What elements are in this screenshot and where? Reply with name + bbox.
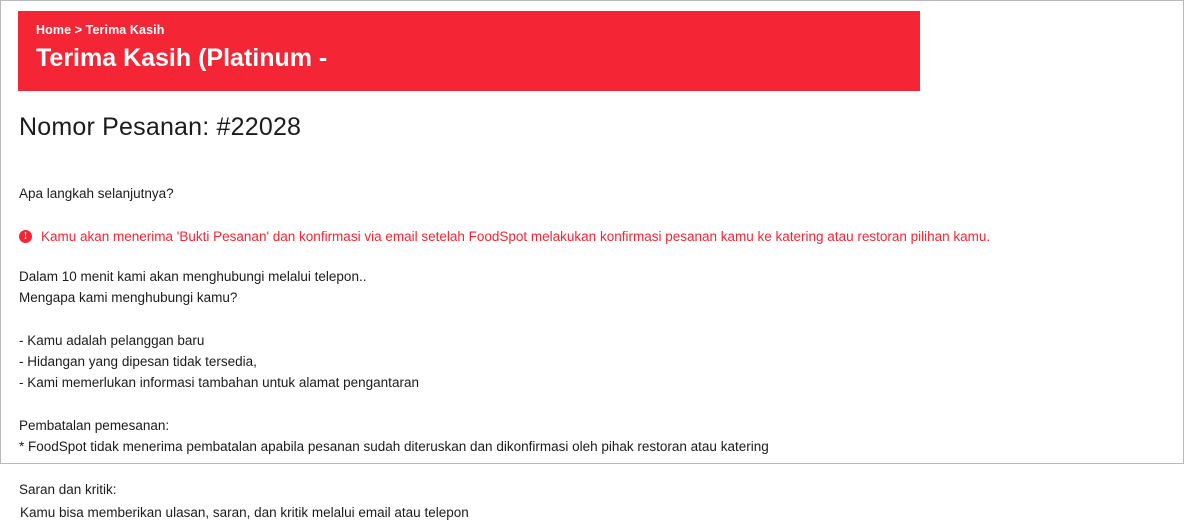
call-info-line-1: Dalam 10 menit kami akan menghubungi melalui telepon.. bbox=[19, 269, 367, 285]
feedback-text: Kamu bisa memberikan ulasan, saran, dan kritik melalui email atau telepon bbox=[20, 504, 469, 520]
notice-text: Kamu akan menerima 'Bukti Pesanan' dan konfirmasi via email setelah FoodSpot melakukan konfirmasi pesanan kamu ke katering atau restoran pilihan kamu. bbox=[41, 228, 991, 244]
breadcrumb[interactable]: Home > Terima Kasih bbox=[36, 23, 165, 37]
page-header-banner bbox=[18, 11, 920, 91]
list-item: - Kami memerlukan informasi tambahan untuk alamat pengantaran bbox=[19, 374, 419, 390]
exclamation-circle-icon: ! bbox=[19, 230, 32, 243]
next-step-question: Apa langkah selanjutnya? bbox=[19, 186, 174, 201]
list-item: - Kamu adalah pelanggan baru bbox=[19, 333, 205, 349]
main-content bbox=[18, 184, 1168, 523]
content-wrapper bbox=[18, 11, 1168, 523]
order-proof-notice bbox=[19, 227, 1149, 247]
reasons-list bbox=[19, 331, 1168, 394]
cancellation-heading: Pembatalan pemesanan: bbox=[19, 417, 170, 433]
call-info-line-2: Mengapa kami menghubungi kamu? bbox=[19, 290, 238, 306]
list-item: - Hidangan yang dipesan tidak tersedia, bbox=[19, 353, 257, 369]
feedback-block bbox=[19, 480, 1168, 523]
call-info-block bbox=[19, 267, 1168, 309]
feedback-heading: Saran dan kritik: bbox=[19, 481, 117, 497]
cancellation-text: * FoodSpot tidak menerima pembatalan apabila pesanan sudah diteruskan dan dikonfirmasi oleh pihak restoran atau katering bbox=[19, 438, 769, 454]
cancellation-block bbox=[19, 416, 1168, 458]
order-number: Nomor Pesanan: #22028 bbox=[19, 113, 302, 141]
page-title: Terima Kasih (Platinum - bbox=[36, 44, 328, 72]
